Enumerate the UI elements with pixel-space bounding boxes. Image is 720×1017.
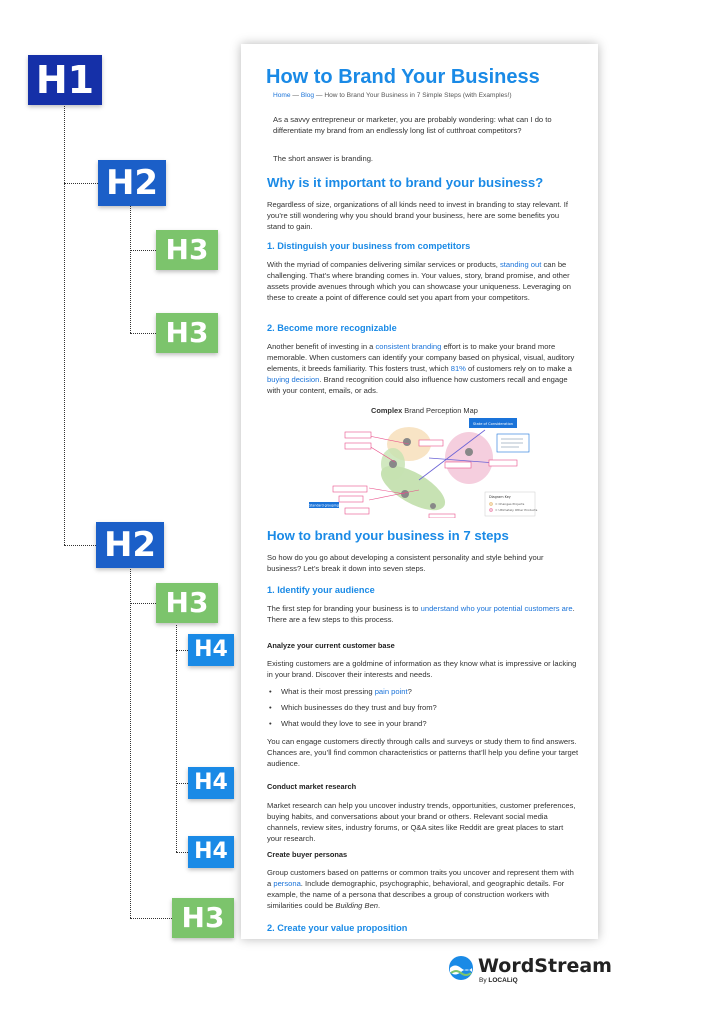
intro-paragraph: As a savvy entrepreneur or marketer, you are probably wondering: what can I do to differentiate my brand from an endlessly long list of cutthroat competitors? bbox=[273, 115, 552, 135]
subsection-heading: 1. Identify your audience bbox=[267, 585, 375, 595]
minor-paragraph: Group customers based on patterns or common traits you uncover and represent them with a persona. Include demographic, psychographic, behavioral, and geographic details. For example, the name of a persona that describes a group of construction workers with similarities could be Building Ben. bbox=[267, 868, 574, 910]
breadcrumb-home[interactable]: Home bbox=[273, 92, 291, 99]
cluster-pink bbox=[445, 432, 493, 484]
connector-h3d bbox=[130, 918, 172, 919]
diagram-key-1: = Changes Projects bbox=[495, 502, 525, 506]
list-item: • What is their most pressing pain point? bbox=[281, 687, 593, 696]
minor-heading: Create buyer personas bbox=[267, 850, 348, 859]
connector-h2a-children bbox=[130, 205, 131, 333]
diagram-key-title: Diagram Key bbox=[489, 495, 511, 499]
subsection-paragraph: Another benefit of investing in a consistent branding effort is to make your brand more memorable. When customers can identify your company based on physical, visual, auditory elements, it breeds familiarity. This fosters trust, which 81% of customers rely on to make a buying decision. Brand recognition could also influence how customers recall and engage with your content, emails, or ads. bbox=[267, 342, 575, 395]
h1-tag: H1 bbox=[28, 55, 102, 105]
pain-point-link[interactable]: pain point bbox=[374, 687, 408, 696]
connector-h3c-children bbox=[176, 625, 177, 852]
understand-customers-link[interactable]: understand who your potential customers are bbox=[420, 604, 573, 613]
h4-tag: H4 bbox=[188, 767, 234, 799]
buying-decision-link[interactable]: buying decision bbox=[267, 375, 320, 384]
breadcrumb-separator: — bbox=[290, 92, 301, 99]
breadcrumb-separator: — bbox=[314, 92, 325, 99]
minor-heading: Conduct market research bbox=[267, 782, 357, 791]
h3-tag: H3 bbox=[156, 230, 218, 270]
connector-h4c bbox=[176, 852, 188, 853]
h3-tag: H3 bbox=[156, 583, 218, 623]
h3-tag: H3 bbox=[156, 313, 218, 353]
connector-h2b-children bbox=[130, 567, 131, 918]
article-page bbox=[241, 44, 598, 939]
connector-h3c bbox=[130, 603, 156, 604]
subsection-paragraph: With the myriad of companies delivering similar services or products, standing out can be challenging. That’s where branding comes in. Your values, story, brand promise, and other assets provide avenues through which you can showcase your uniqueness. Leveraging on these to create a point of difference could set you apart from your competitors. bbox=[267, 260, 571, 302]
wordstream-wave-icon bbox=[448, 955, 474, 981]
stat-link[interactable]: 81% bbox=[450, 364, 466, 373]
list-item: • What would they love to see in your brand? bbox=[281, 719, 593, 728]
subsection-paragraph: The first step for branding your business is to understand who your potential customers are. There are a few steps to this process. bbox=[267, 604, 575, 624]
subsection-heading: 2. Become more recognizable bbox=[267, 323, 397, 333]
diagram-key-2: = Ultimately Other Products bbox=[495, 508, 538, 512]
subsection-heading: 2. Create your value proposition bbox=[267, 923, 408, 933]
minor-paragraph: You can engage customers directly through calls and surveys or study them to find answers. Chances are, you’ll find common characteristics or patterns that’ll help you define your target audience. bbox=[267, 737, 579, 768]
connector-h4b bbox=[176, 783, 188, 784]
breadcrumb-current: How to Brand Your Business in 7 Simple Steps (with Examples!) bbox=[324, 92, 512, 99]
minor-paragraph: Market research can help you uncover industry trends, opportunities, customer preferences, buying habits, and conversations about your brand or others. Relevant social media channels, review sites, industry forums, or Q&A sites like Reddit are great places to start your research. bbox=[267, 801, 576, 843]
wordstream-logo-text: WordStream bbox=[478, 955, 612, 977]
connector-h4a bbox=[176, 650, 188, 651]
section-heading: How to brand your business in 7 steps bbox=[267, 528, 509, 543]
breadcrumb bbox=[273, 92, 585, 99]
logo-byline: By LOCALiQ bbox=[479, 977, 518, 984]
list-item: • Which businesses do they trust and buy from? bbox=[281, 703, 593, 712]
article-title: How to Brand Your Business bbox=[266, 66, 540, 88]
h4-tag: H4 bbox=[188, 634, 234, 666]
grouping-label: Standard grouping bbox=[309, 503, 339, 508]
consistent-branding-link[interactable]: consistent branding bbox=[375, 342, 442, 351]
subsection-heading: 1. Distinguish your business from competitors bbox=[267, 241, 471, 251]
breadcrumb-blog[interactable]: Blog bbox=[300, 92, 315, 99]
h2-tag: H2 bbox=[98, 160, 166, 206]
connector-h1 bbox=[64, 104, 65, 545]
standing-out-link[interactable]: standing out bbox=[499, 260, 542, 269]
h4-tag: H4 bbox=[188, 836, 234, 868]
connector-h3b bbox=[130, 333, 156, 334]
connector-h2a bbox=[64, 183, 98, 184]
h3-tag: H3 bbox=[172, 898, 234, 938]
brand-perception-map bbox=[309, 418, 549, 518]
section-paragraph: Regardless of size, organizations of all kinds need to invest in branding to stay relevant. If you’re still wondering why you should brand your business, here are some benefits you stand to gain. bbox=[267, 200, 568, 231]
connector-h3a bbox=[130, 250, 156, 251]
h2-tag: H2 bbox=[96, 522, 164, 568]
section-heading: Why is it important to brand your business? bbox=[267, 175, 544, 190]
minor-heading: Analyze your current customer base bbox=[267, 641, 395, 650]
persona-link[interactable]: persona bbox=[273, 879, 301, 888]
minor-paragraph: Existing customers are a goldmine of information as they know what is impressive or lacking in your brand. Discover their interests and needs. bbox=[267, 659, 577, 679]
intro-answer: The short answer is branding. bbox=[273, 154, 374, 163]
figure-title: Complex Brand Perception Map bbox=[371, 406, 478, 415]
connector-h2b bbox=[64, 545, 96, 546]
callout-label: State of Consideration bbox=[472, 422, 514, 426]
section-paragraph: So how do you go about developing a consistent personality and style behind your business? Let’s break it down into seven steps. bbox=[267, 553, 544, 573]
